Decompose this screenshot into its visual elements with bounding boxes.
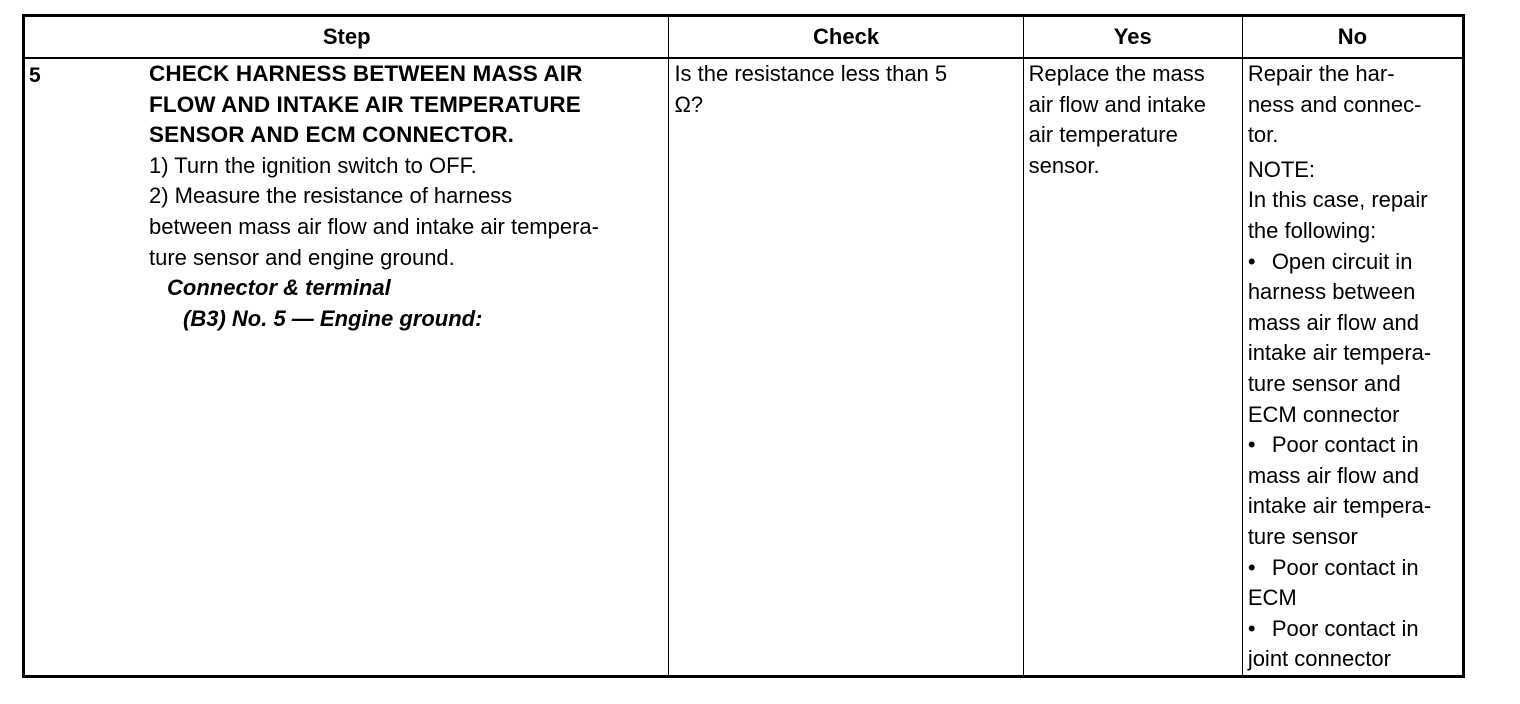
no-cell [1242,58,1463,676]
bullet-line: ture sensor [1247,523,1358,549]
step-instruction-line: 1) Turn the ignition switch to OFF. [149,152,477,178]
step-instruction-line: ture sensor and engine ground. [149,244,455,270]
check-cell [669,58,1023,676]
step-title [149,59,662,151]
note-heading: NOTE: [1247,156,1316,182]
bullet-first-line [1248,553,1458,584]
header-yes: Yes [1023,16,1242,59]
connector-value: (B3) No. 5 — Engine ground: [183,305,483,331]
step-instructions [149,151,662,273]
bullet-line: mass air flow and [1247,309,1419,335]
bullet-line: intake air tempera- [1247,340,1432,366]
check-line: Is the resistance less than 5 [674,61,948,86]
bullet-icon: • [1247,554,1256,580]
bullet-line: mass air flow and [1247,462,1419,488]
yes-line: Replace the mass [1028,61,1205,86]
note-block [1248,155,1458,247]
step-cell [24,58,669,676]
step-title-line: CHECK HARNESS BETWEEN MASS AIR [149,61,583,86]
bullet-text: Poor contact in [1271,432,1419,458]
no-line: ness and connec- [1247,91,1422,117]
connector-label: Connector & terminal [167,275,391,301]
header-check: Check [669,16,1023,59]
step-title-line: FLOW AND INTAKE AIR TEMPERATURE [149,91,581,117]
no-line: Repair the har- [1247,61,1395,86]
bullet-line: harness between [1247,279,1416,305]
step-body [149,59,668,334]
step-instruction-line: 2) Measure the resistance of harness [149,183,513,209]
step-title-line: SENSOR AND ECM CONNECTOR. [149,122,515,148]
table-row [24,58,1464,676]
bullet-text: Poor contact in [1271,615,1419,641]
bullet-line: ECM connector [1247,401,1400,427]
bullet-icon: • [1247,248,1256,274]
bullet-line: intake air tempera- [1247,493,1432,519]
header-row [24,16,1464,59]
bullet-text: Open circuit in [1271,248,1413,274]
header-step: Step [24,16,669,59]
step-instruction-line: between mass air flow and intake air tempera- [149,213,599,239]
bullet-first-line [1248,247,1458,278]
bullet-line: ture sensor and [1247,370,1401,396]
yes-cell [1023,58,1242,676]
header-no: No [1242,16,1463,59]
bullet-item [1248,430,1458,552]
yes-line: air flow and intake [1028,91,1206,117]
bullet-list [1248,247,1458,675]
bullet-item [1248,614,1458,675]
check-line: Ω? [674,91,704,117]
note-line: In this case, repair [1247,187,1428,213]
note-line: the following: [1247,217,1377,243]
bullet-line: ECM [1247,585,1297,611]
bullet-first-line [1248,614,1458,645]
bullet-item [1248,247,1458,431]
bullet-first-line [1248,430,1458,461]
troubleshooting-table [22,14,1465,678]
bullet-icon: • [1247,615,1256,641]
yes-line: sensor. [1028,152,1100,178]
bullet-line: joint connector [1247,646,1391,672]
yes-line: air temperature [1028,122,1178,148]
bullet-item [1248,553,1458,614]
bullet-text: Poor contact in [1271,554,1419,580]
no-line: tor. [1247,122,1279,148]
step-number: 5 [29,64,41,87]
bullet-icon: • [1247,432,1256,458]
